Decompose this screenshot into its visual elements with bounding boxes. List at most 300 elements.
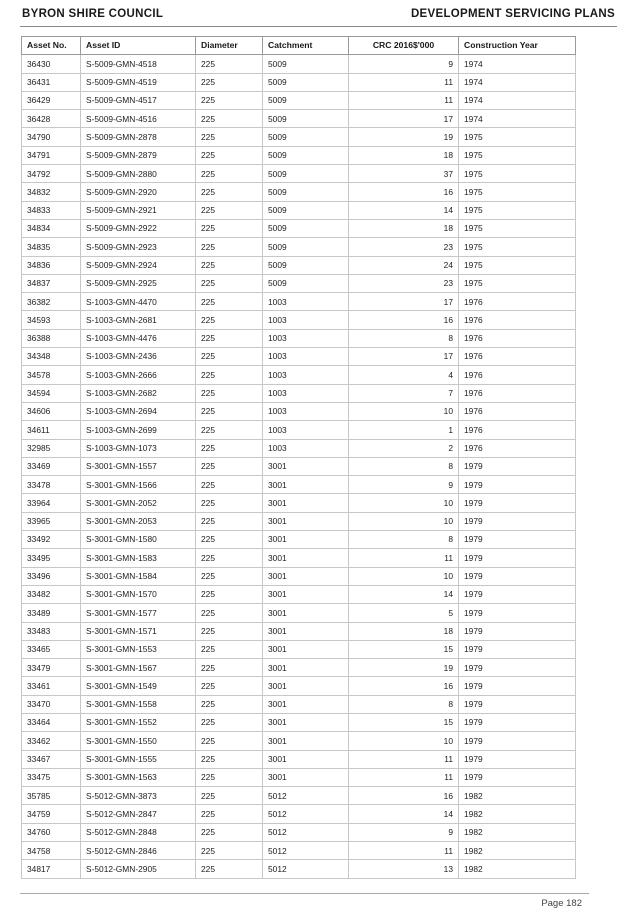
construction-year-cell: 1979 bbox=[459, 732, 576, 750]
table-row bbox=[22, 512, 576, 530]
table-row bbox=[22, 165, 576, 183]
asset-id-cell: S-3001-GMN-1553 bbox=[81, 640, 196, 658]
construction-year-cell: 1976 bbox=[459, 329, 576, 347]
diameter-cell: 225 bbox=[196, 402, 263, 420]
table-row bbox=[22, 750, 576, 768]
asset-no-cell: 34760 bbox=[22, 823, 81, 841]
diameter-cell: 225 bbox=[196, 311, 263, 329]
construction-year-cell: 1979 bbox=[459, 549, 576, 567]
asset-id-cell: S-5012-GMN-2848 bbox=[81, 823, 196, 841]
asset-no-cell: 34578 bbox=[22, 366, 81, 384]
crc-cell: 37 bbox=[349, 165, 459, 183]
asset-id-cell: S-3001-GMN-1566 bbox=[81, 476, 196, 494]
asset-id-cell: S-3001-GMN-1567 bbox=[81, 659, 196, 677]
diameter-cell: 225 bbox=[196, 805, 263, 823]
diameter-cell: 225 bbox=[196, 567, 263, 585]
crc-cell: 11 bbox=[349, 768, 459, 786]
table-row bbox=[22, 366, 576, 384]
construction-year-cell: 1979 bbox=[459, 677, 576, 695]
crc-cell: 11 bbox=[349, 73, 459, 91]
asset-id-cell: S-1003-GMN-1073 bbox=[81, 439, 196, 457]
crc-cell: 19 bbox=[349, 659, 459, 677]
crc-cell: 10 bbox=[349, 732, 459, 750]
catchment-cell: 1003 bbox=[263, 421, 349, 439]
asset-no-cell: 32985 bbox=[22, 439, 81, 457]
crc-cell: 11 bbox=[349, 750, 459, 768]
catchment-cell: 3001 bbox=[263, 512, 349, 530]
table-row bbox=[22, 585, 576, 603]
diameter-cell: 225 bbox=[196, 787, 263, 805]
page-header bbox=[22, 8, 615, 20]
diameter-cell: 225 bbox=[196, 439, 263, 457]
council-name: BYRON SHIRE COUNCIL bbox=[22, 8, 164, 20]
construction-year-cell: 1982 bbox=[459, 823, 576, 841]
table-row bbox=[22, 73, 576, 91]
construction-year-cell: 1979 bbox=[459, 750, 576, 768]
catchment-cell: 5009 bbox=[263, 73, 349, 91]
crc-cell: 23 bbox=[349, 274, 459, 292]
table-row bbox=[22, 640, 576, 658]
column-header-crc: CRC 2016$'000 bbox=[349, 37, 459, 55]
crc-cell: 16 bbox=[349, 787, 459, 805]
catchment-cell: 3001 bbox=[263, 549, 349, 567]
table-row bbox=[22, 713, 576, 731]
construction-year-cell: 1975 bbox=[459, 238, 576, 256]
catchment-cell: 3001 bbox=[263, 567, 349, 585]
asset-id-cell: S-3001-GMN-1557 bbox=[81, 457, 196, 475]
asset-id-cell: S-3001-GMN-1583 bbox=[81, 549, 196, 567]
crc-cell: 17 bbox=[349, 293, 459, 311]
catchment-cell: 5009 bbox=[263, 110, 349, 128]
diameter-cell: 225 bbox=[196, 274, 263, 292]
construction-year-cell: 1976 bbox=[459, 384, 576, 402]
table-row bbox=[22, 805, 576, 823]
asset-no-cell: 33964 bbox=[22, 494, 81, 512]
diameter-cell: 225 bbox=[196, 110, 263, 128]
asset-no-cell: 34832 bbox=[22, 183, 81, 201]
asset-no-cell: 34790 bbox=[22, 128, 81, 146]
asset-no-cell: 36429 bbox=[22, 91, 81, 109]
asset-id-cell: S-5012-GMN-2905 bbox=[81, 860, 196, 878]
asset-no-cell: 34594 bbox=[22, 384, 81, 402]
construction-year-cell: 1974 bbox=[459, 91, 576, 109]
construction-year-cell: 1974 bbox=[459, 55, 576, 73]
diameter-cell: 225 bbox=[196, 73, 263, 91]
table-row bbox=[22, 384, 576, 402]
crc-cell: 8 bbox=[349, 695, 459, 713]
catchment-cell: 1003 bbox=[263, 384, 349, 402]
crc-cell: 11 bbox=[349, 91, 459, 109]
asset-id-cell: S-3001-GMN-1563 bbox=[81, 768, 196, 786]
table-row bbox=[22, 531, 576, 549]
table-header-row bbox=[22, 37, 576, 55]
crc-cell: 16 bbox=[349, 183, 459, 201]
asset-no-cell: 33489 bbox=[22, 604, 81, 622]
diameter-cell: 225 bbox=[196, 512, 263, 530]
diameter-cell: 225 bbox=[196, 695, 263, 713]
crc-cell: 13 bbox=[349, 860, 459, 878]
asset-id-cell: S-5009-GMN-2879 bbox=[81, 146, 196, 164]
asset-id-cell: S-5009-GMN-2924 bbox=[81, 256, 196, 274]
asset-no-cell: 34759 bbox=[22, 805, 81, 823]
catchment-cell: 5009 bbox=[263, 128, 349, 146]
table-row bbox=[22, 348, 576, 366]
table-row bbox=[22, 677, 576, 695]
asset-id-cell: S-5009-GMN-2923 bbox=[81, 238, 196, 256]
catchment-cell: 3001 bbox=[263, 585, 349, 603]
table-row bbox=[22, 604, 576, 622]
asset-no-cell: 33483 bbox=[22, 622, 81, 640]
crc-cell: 17 bbox=[349, 110, 459, 128]
asset-id-cell: S-3001-GMN-1550 bbox=[81, 732, 196, 750]
catchment-cell: 5012 bbox=[263, 805, 349, 823]
crc-cell: 11 bbox=[349, 549, 459, 567]
asset-no-cell: 33470 bbox=[22, 695, 81, 713]
column-header-construction-year: Construction Year bbox=[459, 37, 576, 55]
table-row bbox=[22, 421, 576, 439]
asset-no-cell: 36430 bbox=[22, 55, 81, 73]
diameter-cell: 225 bbox=[196, 585, 263, 603]
asset-id-cell: S-5009-GMN-4519 bbox=[81, 73, 196, 91]
asset-no-cell: 33492 bbox=[22, 531, 81, 549]
crc-cell: 10 bbox=[349, 512, 459, 530]
crc-cell: 8 bbox=[349, 531, 459, 549]
diameter-cell: 225 bbox=[196, 183, 263, 201]
crc-cell: 9 bbox=[349, 476, 459, 494]
table-row bbox=[22, 622, 576, 640]
table-row bbox=[22, 695, 576, 713]
table-row bbox=[22, 402, 576, 420]
catchment-cell: 3001 bbox=[263, 476, 349, 494]
crc-cell: 16 bbox=[349, 677, 459, 695]
asset-id-cell: S-5012-GMN-2846 bbox=[81, 842, 196, 860]
catchment-cell: 1003 bbox=[263, 311, 349, 329]
asset-table bbox=[21, 36, 576, 879]
diameter-cell: 225 bbox=[196, 457, 263, 475]
crc-cell: 2 bbox=[349, 439, 459, 457]
column-header-asset-no: Asset No. bbox=[22, 37, 81, 55]
construction-year-cell: 1979 bbox=[459, 585, 576, 603]
diameter-cell: 225 bbox=[196, 768, 263, 786]
asset-id-cell: S-1003-GMN-2666 bbox=[81, 366, 196, 384]
diameter-cell: 225 bbox=[196, 219, 263, 237]
table-row bbox=[22, 329, 576, 347]
diameter-cell: 225 bbox=[196, 55, 263, 73]
asset-no-cell: 36382 bbox=[22, 293, 81, 311]
asset-id-cell: S-1003-GMN-2694 bbox=[81, 402, 196, 420]
asset-id-cell: S-3001-GMN-1580 bbox=[81, 531, 196, 549]
catchment-cell: 5009 bbox=[263, 238, 349, 256]
diameter-cell: 225 bbox=[196, 91, 263, 109]
diameter-cell: 225 bbox=[196, 165, 263, 183]
construction-year-cell: 1976 bbox=[459, 402, 576, 420]
construction-year-cell: 1975 bbox=[459, 274, 576, 292]
asset-no-cell: 33469 bbox=[22, 457, 81, 475]
asset-no-cell: 34606 bbox=[22, 402, 81, 420]
asset-no-cell: 33464 bbox=[22, 713, 81, 731]
asset-no-cell: 34611 bbox=[22, 421, 81, 439]
construction-year-cell: 1979 bbox=[459, 768, 576, 786]
construction-year-cell: 1979 bbox=[459, 713, 576, 731]
catchment-cell: 3001 bbox=[263, 732, 349, 750]
table-row bbox=[22, 256, 576, 274]
asset-id-cell: S-1003-GMN-4476 bbox=[81, 329, 196, 347]
asset-no-cell: 34833 bbox=[22, 201, 81, 219]
document-title: DEVELOPMENT SERVICING PLANS bbox=[410, 8, 615, 20]
construction-year-cell: 1974 bbox=[459, 110, 576, 128]
crc-cell: 16 bbox=[349, 311, 459, 329]
asset-id-cell: S-1003-GMN-2699 bbox=[81, 421, 196, 439]
construction-year-cell: 1975 bbox=[459, 165, 576, 183]
asset-no-cell: 36431 bbox=[22, 73, 81, 91]
table-row bbox=[22, 457, 576, 475]
table-row bbox=[22, 476, 576, 494]
diameter-cell: 225 bbox=[196, 384, 263, 402]
catchment-cell: 5009 bbox=[263, 91, 349, 109]
catchment-cell: 1003 bbox=[263, 366, 349, 384]
construction-year-cell: 1976 bbox=[459, 348, 576, 366]
header-divider bbox=[20, 26, 617, 27]
table-row bbox=[22, 110, 576, 128]
crc-cell: 4 bbox=[349, 366, 459, 384]
catchment-cell: 5009 bbox=[263, 165, 349, 183]
diameter-cell: 225 bbox=[196, 713, 263, 731]
crc-cell: 10 bbox=[349, 494, 459, 512]
table-row bbox=[22, 183, 576, 201]
construction-year-cell: 1979 bbox=[459, 659, 576, 677]
column-header-catchment: Catchment bbox=[263, 37, 349, 55]
table-row bbox=[22, 860, 576, 878]
asset-no-cell: 36388 bbox=[22, 329, 81, 347]
diameter-cell: 225 bbox=[196, 860, 263, 878]
diameter-cell: 225 bbox=[196, 823, 263, 841]
page-number: Page 182 bbox=[541, 898, 582, 909]
diameter-cell: 225 bbox=[196, 128, 263, 146]
diameter-cell: 225 bbox=[196, 531, 263, 549]
asset-id-cell: S-5009-GMN-2880 bbox=[81, 165, 196, 183]
table-row bbox=[22, 128, 576, 146]
asset-no-cell: 33495 bbox=[22, 549, 81, 567]
diameter-cell: 225 bbox=[196, 640, 263, 658]
catchment-cell: 5009 bbox=[263, 201, 349, 219]
asset-no-cell: 33479 bbox=[22, 659, 81, 677]
diameter-cell: 225 bbox=[196, 146, 263, 164]
catchment-cell: 5009 bbox=[263, 146, 349, 164]
asset-no-cell: 33465 bbox=[22, 640, 81, 658]
diameter-cell: 225 bbox=[196, 238, 263, 256]
catchment-cell: 5009 bbox=[263, 219, 349, 237]
construction-year-cell: 1975 bbox=[459, 128, 576, 146]
asset-no-cell: 33462 bbox=[22, 732, 81, 750]
asset-id-cell: S-5009-GMN-4517 bbox=[81, 91, 196, 109]
construction-year-cell: 1979 bbox=[459, 640, 576, 658]
construction-year-cell: 1976 bbox=[459, 311, 576, 329]
asset-no-cell: 35785 bbox=[22, 787, 81, 805]
crc-cell: 10 bbox=[349, 402, 459, 420]
table-row bbox=[22, 55, 576, 73]
construction-year-cell: 1982 bbox=[459, 860, 576, 878]
construction-year-cell: 1982 bbox=[459, 805, 576, 823]
asset-id-cell: S-3001-GMN-1558 bbox=[81, 695, 196, 713]
crc-cell: 24 bbox=[349, 256, 459, 274]
catchment-cell: 5009 bbox=[263, 274, 349, 292]
catchment-cell: 3001 bbox=[263, 457, 349, 475]
asset-id-cell: S-5009-GMN-2921 bbox=[81, 201, 196, 219]
asset-no-cell: 33482 bbox=[22, 585, 81, 603]
crc-cell: 7 bbox=[349, 384, 459, 402]
table-row bbox=[22, 146, 576, 164]
asset-id-cell: S-5009-GMN-2920 bbox=[81, 183, 196, 201]
asset-id-cell: S-3001-GMN-1552 bbox=[81, 713, 196, 731]
diameter-cell: 225 bbox=[196, 293, 263, 311]
asset-id-cell: S-5009-GMN-2922 bbox=[81, 219, 196, 237]
crc-cell: 10 bbox=[349, 567, 459, 585]
construction-year-cell: 1974 bbox=[459, 73, 576, 91]
construction-year-cell: 1976 bbox=[459, 439, 576, 457]
diameter-cell: 225 bbox=[196, 421, 263, 439]
construction-year-cell: 1975 bbox=[459, 183, 576, 201]
table-row bbox=[22, 219, 576, 237]
crc-cell: 17 bbox=[349, 348, 459, 366]
construction-year-cell: 1982 bbox=[459, 787, 576, 805]
asset-id-cell: S-1003-GMN-2681 bbox=[81, 311, 196, 329]
catchment-cell: 5009 bbox=[263, 55, 349, 73]
crc-cell: 14 bbox=[349, 201, 459, 219]
asset-no-cell: 33461 bbox=[22, 677, 81, 695]
construction-year-cell: 1976 bbox=[459, 293, 576, 311]
table-row bbox=[22, 293, 576, 311]
construction-year-cell: 1979 bbox=[459, 494, 576, 512]
catchment-cell: 5012 bbox=[263, 787, 349, 805]
diameter-cell: 225 bbox=[196, 750, 263, 768]
crc-cell: 9 bbox=[349, 55, 459, 73]
asset-no-cell: 34791 bbox=[22, 146, 81, 164]
asset-no-cell: 33478 bbox=[22, 476, 81, 494]
diameter-cell: 225 bbox=[196, 549, 263, 567]
asset-id-cell: S-3001-GMN-1549 bbox=[81, 677, 196, 695]
catchment-cell: 3001 bbox=[263, 677, 349, 695]
catchment-cell: 3001 bbox=[263, 640, 349, 658]
crc-cell: 1 bbox=[349, 421, 459, 439]
construction-year-cell: 1979 bbox=[459, 531, 576, 549]
asset-id-cell: S-3001-GMN-1584 bbox=[81, 567, 196, 585]
asset-no-cell: 34348 bbox=[22, 348, 81, 366]
table-row bbox=[22, 659, 576, 677]
crc-cell: 19 bbox=[349, 128, 459, 146]
table-row bbox=[22, 732, 576, 750]
crc-cell: 18 bbox=[349, 622, 459, 640]
diameter-cell: 225 bbox=[196, 366, 263, 384]
table-row bbox=[22, 494, 576, 512]
catchment-cell: 3001 bbox=[263, 659, 349, 677]
diameter-cell: 225 bbox=[196, 659, 263, 677]
construction-year-cell: 1979 bbox=[459, 604, 576, 622]
catchment-cell: 3001 bbox=[263, 713, 349, 731]
catchment-cell: 3001 bbox=[263, 768, 349, 786]
construction-year-cell: 1979 bbox=[459, 512, 576, 530]
column-header-diameter: Diameter bbox=[196, 37, 263, 55]
asset-id-cell: S-1003-GMN-4470 bbox=[81, 293, 196, 311]
catchment-cell: 3001 bbox=[263, 494, 349, 512]
asset-no-cell: 33475 bbox=[22, 768, 81, 786]
table-row bbox=[22, 823, 576, 841]
asset-no-cell: 33467 bbox=[22, 750, 81, 768]
diameter-cell: 225 bbox=[196, 622, 263, 640]
asset-id-cell: S-3001-GMN-1555 bbox=[81, 750, 196, 768]
catchment-cell: 3001 bbox=[263, 750, 349, 768]
diameter-cell: 225 bbox=[196, 842, 263, 860]
asset-id-cell: S-3001-GMN-1577 bbox=[81, 604, 196, 622]
asset-id-cell: S-5012-GMN-3873 bbox=[81, 787, 196, 805]
crc-cell: 14 bbox=[349, 585, 459, 603]
asset-id-cell: S-1003-GMN-2436 bbox=[81, 348, 196, 366]
catchment-cell: 3001 bbox=[263, 531, 349, 549]
catchment-cell: 3001 bbox=[263, 695, 349, 713]
column-header-asset-id: Asset ID bbox=[81, 37, 196, 55]
table-row bbox=[22, 787, 576, 805]
catchment-cell: 5012 bbox=[263, 860, 349, 878]
diameter-cell: 225 bbox=[196, 201, 263, 219]
construction-year-cell: 1982 bbox=[459, 842, 576, 860]
asset-no-cell: 34836 bbox=[22, 256, 81, 274]
table-row bbox=[22, 549, 576, 567]
construction-year-cell: 1975 bbox=[459, 256, 576, 274]
asset-no-cell: 33496 bbox=[22, 567, 81, 585]
asset-no-cell: 34817 bbox=[22, 860, 81, 878]
catchment-cell: 1003 bbox=[263, 402, 349, 420]
diameter-cell: 225 bbox=[196, 677, 263, 695]
catchment-cell: 1003 bbox=[263, 293, 349, 311]
table-row bbox=[22, 439, 576, 457]
crc-cell: 8 bbox=[349, 329, 459, 347]
construction-year-cell: 1979 bbox=[459, 457, 576, 475]
table-row bbox=[22, 567, 576, 585]
diameter-cell: 225 bbox=[196, 256, 263, 274]
crc-cell: 15 bbox=[349, 713, 459, 731]
asset-id-cell: S-3001-GMN-2052 bbox=[81, 494, 196, 512]
asset-id-cell: S-5009-GMN-4518 bbox=[81, 55, 196, 73]
table-row bbox=[22, 91, 576, 109]
asset-no-cell: 34792 bbox=[22, 165, 81, 183]
construction-year-cell: 1975 bbox=[459, 146, 576, 164]
catchment-cell: 1003 bbox=[263, 348, 349, 366]
asset-id-cell: S-5009-GMN-4516 bbox=[81, 110, 196, 128]
crc-cell: 18 bbox=[349, 146, 459, 164]
asset-no-cell: 34758 bbox=[22, 842, 81, 860]
table-row bbox=[22, 274, 576, 292]
crc-cell: 14 bbox=[349, 805, 459, 823]
crc-cell: 11 bbox=[349, 842, 459, 860]
table-body bbox=[22, 55, 576, 878]
asset-no-cell: 34834 bbox=[22, 219, 81, 237]
construction-year-cell: 1979 bbox=[459, 695, 576, 713]
catchment-cell: 3001 bbox=[263, 604, 349, 622]
construction-year-cell: 1976 bbox=[459, 421, 576, 439]
crc-cell: 18 bbox=[349, 219, 459, 237]
construction-year-cell: 1979 bbox=[459, 567, 576, 585]
table-row bbox=[22, 238, 576, 256]
table-row bbox=[22, 201, 576, 219]
crc-cell: 8 bbox=[349, 457, 459, 475]
catchment-cell: 1003 bbox=[263, 439, 349, 457]
construction-year-cell: 1976 bbox=[459, 366, 576, 384]
asset-no-cell: 34593 bbox=[22, 311, 81, 329]
catchment-cell: 5009 bbox=[263, 183, 349, 201]
catchment-cell: 5012 bbox=[263, 823, 349, 841]
diameter-cell: 225 bbox=[196, 604, 263, 622]
construction-year-cell: 1975 bbox=[459, 201, 576, 219]
diameter-cell: 225 bbox=[196, 348, 263, 366]
